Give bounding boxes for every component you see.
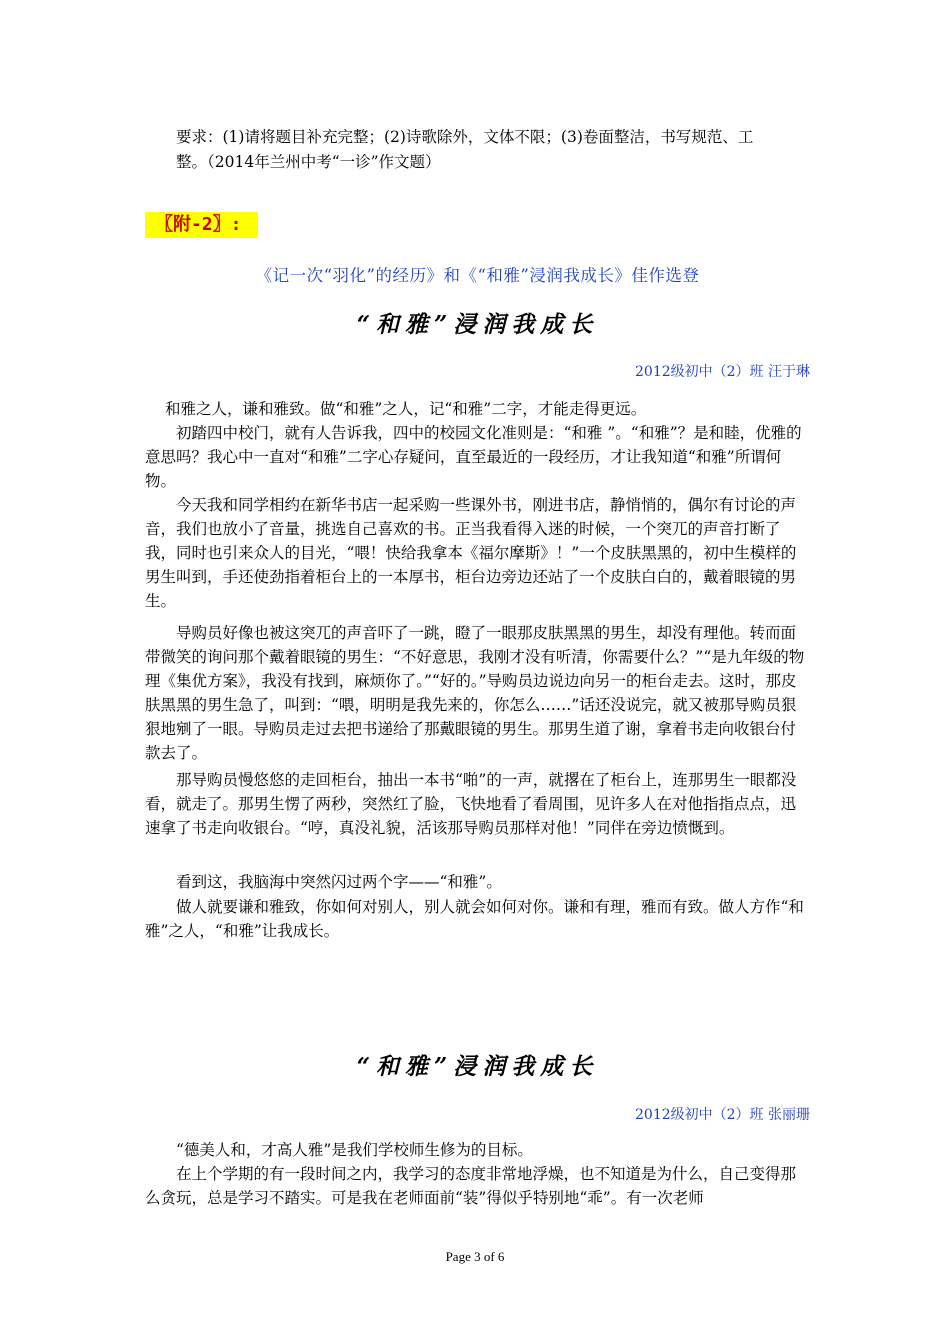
requirement-line-2: 整。（2014年兰州中考“一诊”作文题）	[176, 153, 441, 171]
essay2-title: “和雅”浸润我成长	[356, 1053, 599, 1080]
essay2-byline: 2012级初中（2）班 张丽珊	[635, 1107, 810, 1123]
essay2-paragraph-1: “德美人和，才高人雅”是我们学校师生修为的目标。	[176, 1141, 533, 1159]
essay1-byline: 2012级初中（2）班 汪于琳	[635, 364, 810, 380]
essay1-paragraph-7: 做人就要谦和雅致，你如何对别人，别人就会如何对你。谦和有理，雅而有致。做人方作“和雅”之人，“和雅”让我成长。	[145, 898, 804, 940]
essay1-paragraph-1: 和雅之人，谦和雅致。做“和雅”之人，记“和雅”二字，才能走得更远。	[165, 400, 647, 418]
appendix-label: 〖附-2〗:	[145, 212, 258, 238]
essay2-paragraph-2: 在上个学期的有一段时间之内，我学习的态度非常地浮燥，也不知道是为什么，自己变得那么贪玩，总是学习不踏实。可是我在老师面前“装”得似乎特别地“乖”。有一次老师	[145, 1165, 797, 1207]
page-number: Page 3 of 6	[445, 1249, 505, 1264]
essay1-paragraph-5: 那导购员慢悠悠的走回柜台，抽出一本书“啪”的一声，就撂在了柜台上，连那男生一眼都没看，就走了。那男生愣了两秒，突然红了脸，飞快地看了看周围，见许多人在对他指指点点，迅速拿了书走向收银台。“哼，真没礼貌，活该那导购员那样对他！”同伴在旁边愤慨到。	[145, 771, 797, 837]
essay1-paragraph-6: 看到这，我脑海中突然闪过两个字——“和雅”。	[176, 873, 502, 891]
essay1-paragraph-2: 初踏四中校门，就有人告诉我，四中的校园文化准则是：“和雅 ”。“和雅”？是和睦，优雅的意思吗？我心中一直对“和雅”二字心存疑问，直至最近的一段经历，才让我知道“和雅”所谓何物。	[145, 424, 802, 490]
requirement-line-1: 要求：(1)请将题目补充完整；(2)诗歌除外，文体不限；(3)卷面整洁，书写规范、工	[176, 128, 754, 146]
essay1-paragraph-4: 导购员好像也被这突兀的声音吓了一跳，瞪了一眼那皮肤黑黑的男生，却没有理他。转而面带微笑的询问那个戴着眼镜的男生：“不好意思，我刚才没有听清，你需要什么？”“是九年级的物理《集优方案》，我没有找到，麻烦你了。”“好的。”导购员边说边向另一的柜台走去。这时，那皮肤黑黑的男生急了，叫到：“喂，明明是我先来的，你怎么……”话还没说完，就又被那导购员狠狠地剜了一眼。导购员走过去把书递给了那戴眼镜的男生。那男生道了谢，拿着书走向收银台付款去了。	[145, 624, 805, 762]
section-title: 《记一次“羽化”的经历》和《“和雅”浸润我成长》佳作选登	[255, 266, 700, 285]
essay1-title: “和雅”浸润我成长	[356, 311, 599, 338]
essay1-paragraph-3: 今天我和同学相约在新华书店一起采购一些课外书，刚进书店，静悄悄的，偶尔有讨论的声音，我们也放小了音量，挑选自己喜欢的书。正当我看得入迷的时候，一个突兀的声音打断了我，同时也引来众人的目光，“喂！快给我拿本《福尔摩斯》！”一个皮肤黑黑的，初中生模样的男生叫到，手还使劲指着柜台上的一本厚书，柜台边旁边还站了一个皮肤白白的，戴着眼镜的男生。	[145, 496, 797, 610]
